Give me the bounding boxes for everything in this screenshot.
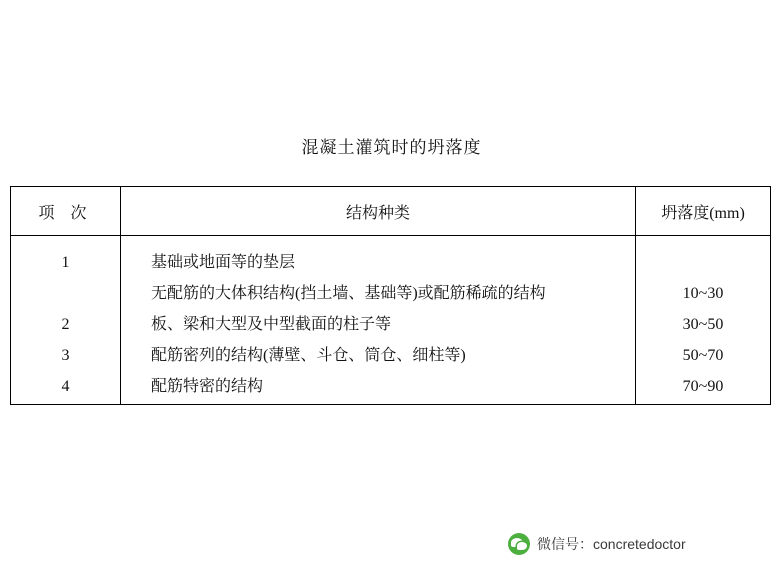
table-row xyxy=(11,236,771,405)
column-header-kind: 结构种类 xyxy=(121,187,636,236)
cell-kind-column xyxy=(121,236,636,405)
column-header-no: 项 次 xyxy=(11,187,121,236)
slump-table-container xyxy=(10,186,770,405)
cell-no: 2 xyxy=(61,316,70,333)
cell-no: 3 xyxy=(61,347,70,364)
wechat-id-label: 微信号：concretedoctor xyxy=(537,536,686,552)
cell-kind: 板、梁和大型及中型截面的柱子等 xyxy=(151,316,392,333)
kind-lines xyxy=(121,238,635,402)
cell-kind: 配筋特密的结构 xyxy=(151,378,264,395)
cell-slump: 70~90 xyxy=(682,378,724,395)
cell-slump: 50~70 xyxy=(682,347,724,364)
cell-kind: 配筋密列的结构(薄壁、斗仓、筒仓、细柱等) xyxy=(151,347,466,364)
cell-no: 1 xyxy=(61,254,70,271)
cell-slump: 30~50 xyxy=(682,316,724,333)
page-title: 混凝土灌筑时的坍落度 xyxy=(301,138,482,157)
no-lines xyxy=(11,238,120,402)
cell-slump xyxy=(636,247,770,278)
cell-kind: 基础或地面等的垫层 xyxy=(151,254,296,271)
watermark-footer xyxy=(508,533,686,555)
table-header xyxy=(11,187,771,236)
slump-lines xyxy=(636,238,770,402)
cell-slump: 10~30 xyxy=(682,285,724,302)
table-body xyxy=(11,236,771,405)
cell-kind: 无配筋的大体积结构(挡土墙、基础等)或配筋稀疏的结构 xyxy=(151,285,546,302)
wechat-icon xyxy=(508,533,530,555)
cell-slump-column xyxy=(636,236,771,405)
slump-table xyxy=(10,186,771,405)
cell-no-column xyxy=(11,236,121,405)
cell-no xyxy=(11,278,120,309)
column-header-slump: 坍落度(mm) xyxy=(636,187,771,236)
cell-no: 4 xyxy=(61,378,70,395)
table-header-row xyxy=(11,187,771,236)
